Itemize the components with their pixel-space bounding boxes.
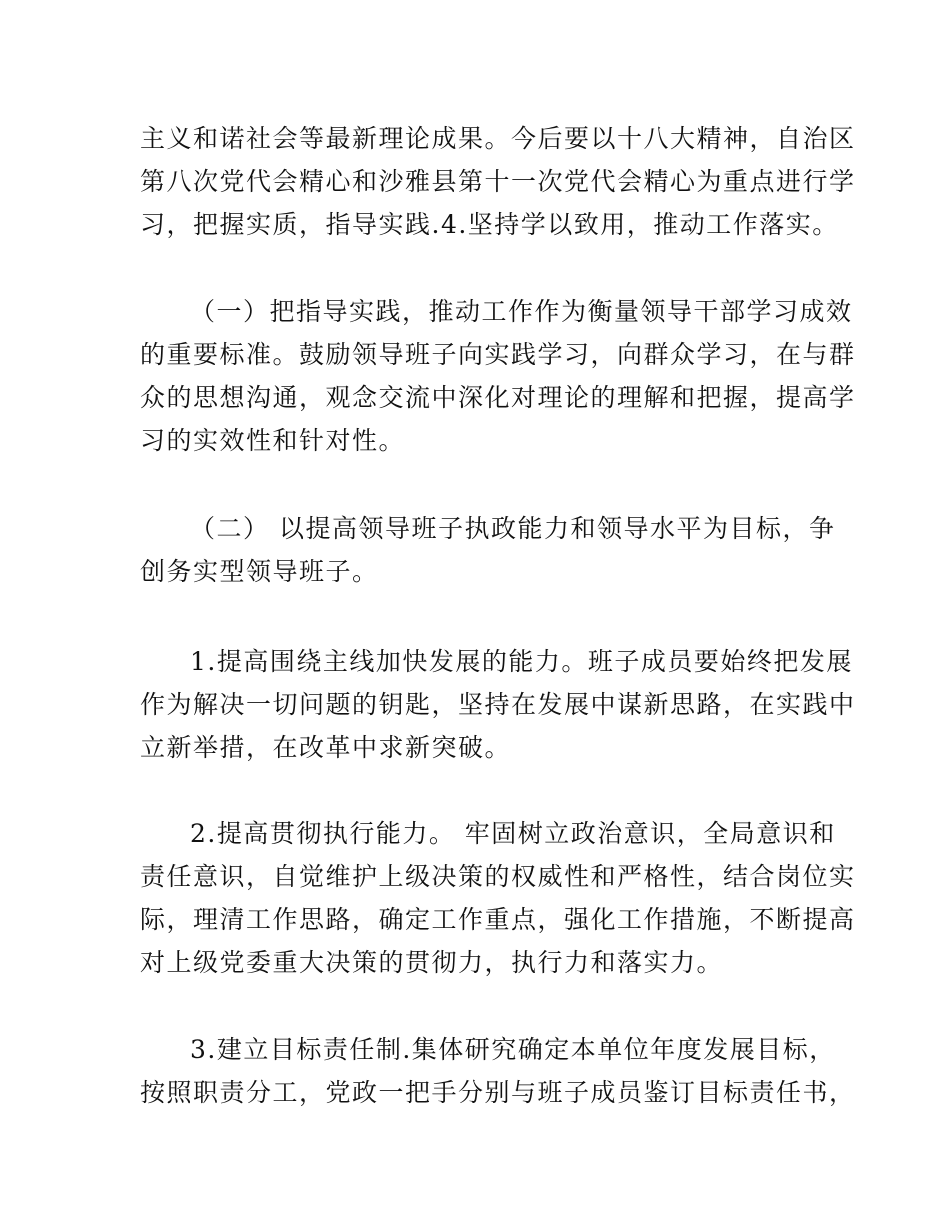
text-line: 的重要标准。鼓励领导班子向实践学习，向群众学习，在与群 — [140, 340, 856, 369]
text-line: 对上级党委重大决策的贯彻力，执行力和落实力。 — [140, 948, 724, 977]
text-line: 创务实型领导班子。 — [140, 557, 379, 586]
text-line: 立新举措，在改革中求新突破。 — [140, 733, 512, 762]
text-line: 众的思想沟通，观念交流中深化对理论的理解和把握，提高学 — [140, 383, 856, 412]
text-line: 主义和诺社会等最新理论成果。今后要以十八大精神，自治区 — [140, 124, 856, 153]
paragraph-theory-study — [140, 117, 856, 246]
paragraph-item-3 — [140, 1028, 856, 1114]
text-line: 第八次党代会精心和沙雅县第十一次党代会精心为重点进行学 — [140, 167, 856, 196]
text-line: 3.建立目标责任制.集体研究确定本单位年度发展目标， — [190, 1035, 836, 1064]
text-line: 1.提高围绕主线加快发展的能力。班子成员要始终把发展 — [190, 647, 853, 676]
text-line: （二） 以提高领导班子执政能力和领导水平为目标，争 — [190, 514, 836, 543]
text-line: （一）把指导实践，推动工作作为衡量领导干部学习成效 — [190, 297, 853, 326]
paragraph-item-1 — [140, 640, 856, 769]
text-line: 按照职责分工，党政一把手分别与班子成员鉴订目标责任书， — [140, 1078, 856, 1107]
paragraph-item-2 — [140, 812, 856, 984]
text-line: 习，把握实质，指导实践.4.坚持学以致用，推动工作落实。 — [140, 210, 839, 239]
text-line: 作为解决一切问题的钥匙，坚持在发展中谋新思路，在实践中 — [140, 690, 856, 719]
paragraph-section-one — [140, 290, 856, 462]
paragraph-section-two — [140, 507, 836, 593]
text-line: 责任意识，自觉维护上级决策的权威性和严格性，结合岗位实 — [140, 862, 856, 891]
text-line: 习的实效性和针对性。 — [140, 426, 406, 455]
text-line: 际，理清工作思路，确定工作重点，强化工作措施，不断提高 — [140, 905, 856, 934]
text-line: 2.提高贯彻执行能力。 牢固树立政治意识，全局意识和 — [190, 819, 836, 848]
